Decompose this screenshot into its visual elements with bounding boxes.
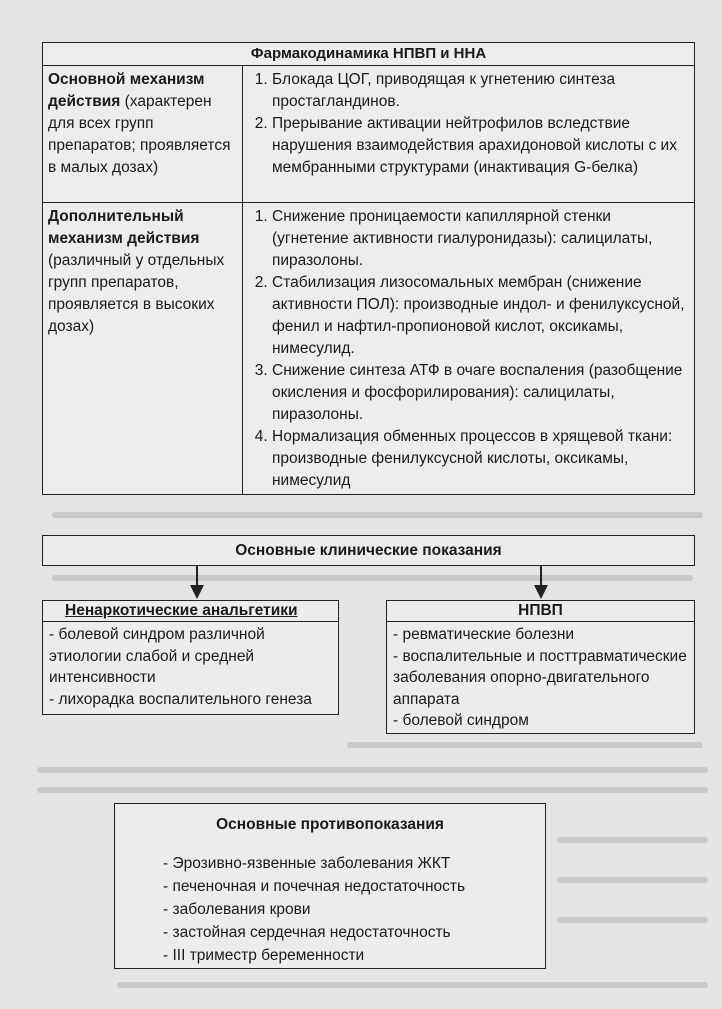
list-item: 3. Снижение синтеза АТФ в очаге воспаления (разобщение окисления и фосфорилирования): салицилаты, пиразолоны. [272,360,689,426]
list-item: - заболевания крови [163,901,311,918]
list-item: 1. Снижение проницаемости капиллярной стенки (угнетение активности гиалуронидазы): салицилаты, пиразолоны. [272,206,689,272]
additional-mechanism-list-cell [244,203,694,494]
table-title: Фармакодинамика НПВП и ННА [43,43,694,66]
main-mechanism-title: Основной механизм действия [48,71,205,110]
list-item: - Эрозивно-язвенные заболевания ЖКТ [163,855,451,872]
main-mechanism-list-cell [244,66,694,202]
contraindications-list [163,852,545,967]
analgesics-title: Ненаркотические анальгетики [43,601,338,622]
additional-mechanism-title: Дополнительный механизм действия [48,208,200,247]
additional-mechanism-list [250,206,689,492]
table-row-additional-mechanism [43,203,694,494]
analgesics-box [42,600,339,715]
list-item: - печеночная и почечная недостаточность [163,878,466,895]
list-item: 1. Блокада ЦОГ, приводящая к угнетению синтеза простагландинов. [272,69,689,113]
list-item: 4. Нормализация обменных процессов в хрящевой ткани: производные фенилуксусной кислоты, оксикамы, нимесулид [272,426,689,492]
list-item: - застойная сердечная недостаточность [163,924,451,941]
nsaid-box [386,600,695,734]
pharmacodynamics-table [42,42,695,495]
list-item: - болевой синдром различной этиологии слабой и средней интенсивности [49,626,265,686]
nsaid-list [387,622,694,732]
nsaid-title: НПВП [387,601,694,622]
table-row-main-mechanism [43,66,694,203]
list-item: - лихорадка воспалительного генеза [49,690,312,708]
contraindications-box [114,803,546,969]
list-item: - болевой синдром [393,712,529,729]
analgesics-list [43,622,338,710]
list-item: - ревматические болезни [393,626,575,643]
indications-title: Основные клинические показания [42,535,695,566]
list-item: 2. Стабилизация лизосомальных мембран (снижение активности ПОЛ): производные индол- и фенилуксусной, фенил и нафтил-пропионовой кислот, оксикамы, нимесулид. [272,272,689,360]
list-item: - воспалительные и посттравматические заболевания опорно-двигательного аппарата [393,647,687,708]
main-mechanism-label [43,66,243,202]
contraindications-title: Основные противопоказания [216,816,444,833]
additional-mechanism-label [43,203,243,494]
main-mechanism-list [250,69,689,179]
list-item: 2. Прерывание активации нейтрофилов вследствие нарушения взаимодействия арахидоновой кислоты с их мембранными структурами (инактивация G-белка) [272,113,689,179]
list-item: - III триместр беременности [163,947,365,964]
additional-mechanism-note: (различный у отдельных групп препаратов, проявляется в высоких дозах) [48,252,225,335]
main-mechanism-note: (характерен для всех групп препаратов; проявляется в малых дозах) [48,93,231,176]
